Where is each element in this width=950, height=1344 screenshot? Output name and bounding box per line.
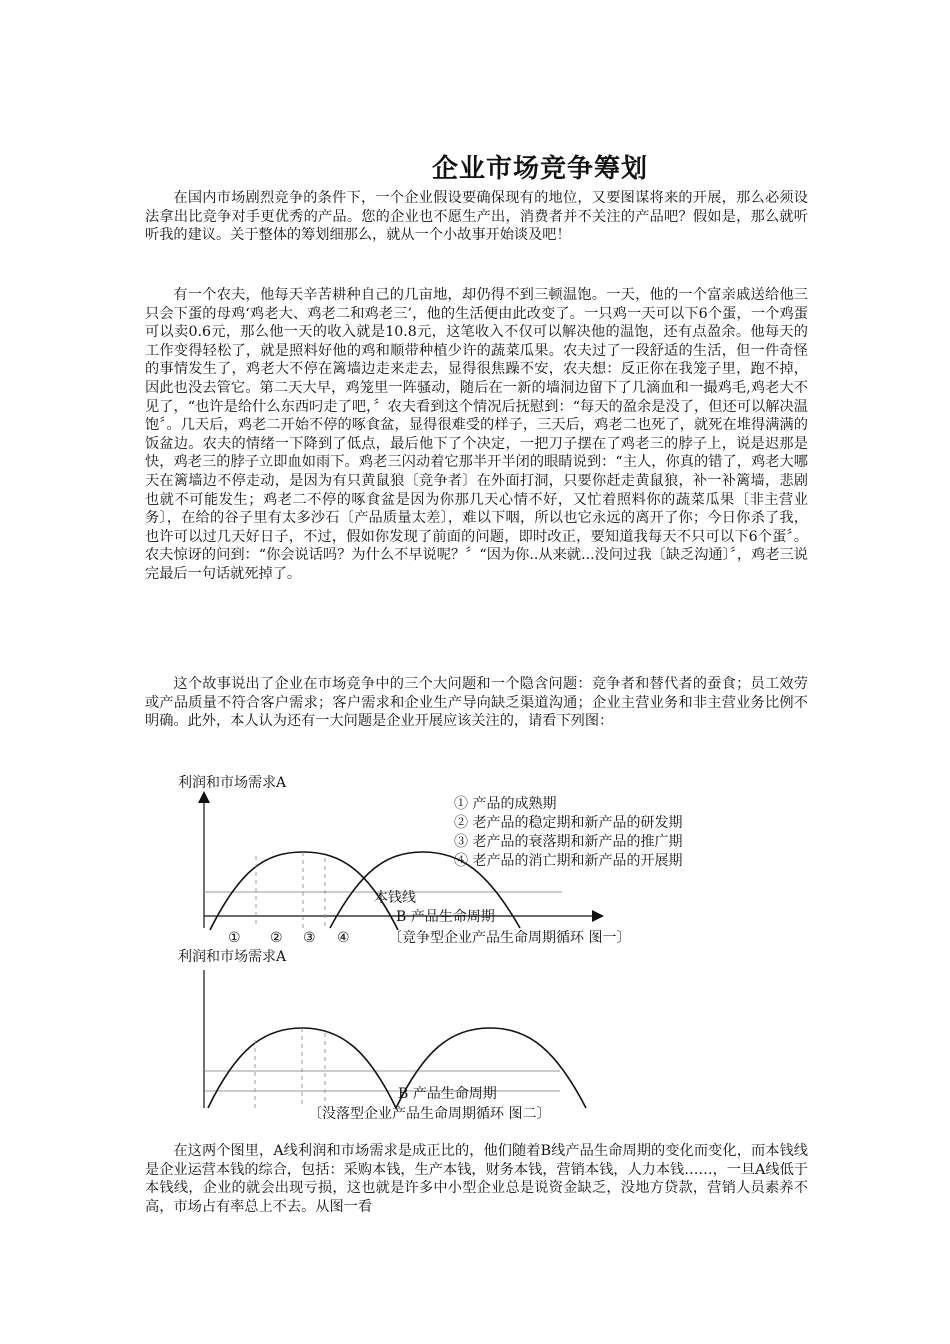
fig1-legend-1: ① 产品的成熟期 (454, 796, 557, 812)
fig2-caption: 〔没落型企业产品生命周期循环 图二〕 (308, 1106, 551, 1122)
fig1-old-product-curve (210, 852, 398, 930)
story-paragraph: 有一个农夫，他每天辛苦耕种自己的几亩地，却仍得不到三顿温饱。一天，他的一个富亲戚送给他三只会下蛋的母鸡‘鸡老大、鸡老二和鸡老三’，他的生活便由此改变了。一只鸡一天可以下6个蛋，一个鸡蛋可以卖0.6元，那么他一天的收入就是10.8元，这笔收入不仅可以解决他的温饱，还有点盈余。他每天的工作变得轻松了，就是照料好他的鸡和顺带种植少许的蔬菜瓜果。农夫过了一段舒适的生活，但一件奇怪的事情发生了，鸡老大不停在篱墙边走来走去，显得很焦躁不安，农夫想：反正你在我笼子里，跑不掉，因此也没去管它。第二天大早，鸡笼里一阵骚动，随后在一新的墙洞边留下了几滴血和一撮鸡毛,鸡老大不见了，“也许是给什么东西叼走了吧，〞农夫看到这个情况后抚慰到：“每天的盈余是没了，但还可以解决温饱〞。几天后，鸡老二开始不停的啄食盆，显得很难受的样子，三天后，鸡老二也死了，就死在堆得满满的饭盆边。农夫的情绪一下降到了低点，最后他下了个决定，一把刀子摆在了鸡老三的脖子上，说是迟那是快，鸡老三的脖子立即血如雨下。鸡老三闪动着它那半开半闭的眼睛说到：“主人，你真的错了，鸡老大哪天在篱墙边不停走动，是因为有只黄鼠狼〔竞争者〕在外面打洞，只要你赶走黄鼠狼，补一补篱墙，悲剧也就不可能发生；鸡老二不停的啄食盆是因为你那几天心情不好，又忙着照料你的蔬菜瓜果〔非主营业务〕，在给的谷子里有太多沙石〔产品质量太差〕，难以下咽，所以也它永远的离开了你；今日你杀了我，也许可以过几天好日子，不过，假如你发现了前面的问题，即时改正，要知道我每天不只可以下6个蛋〞。农夫惊讶的问到：“你会说话吗？为什么不早说呢？〞“因为你..从来就...没问过我〔缺乏沟通〕〞，鸡老三说完最后一句话就死掉了。 (145, 287, 808, 582)
fig2-product-curve (208, 1028, 586, 1108)
fig1-phase-mark: ② (270, 930, 283, 946)
fig1-phase-mark: ③ (303, 930, 316, 946)
fig1-y-axis-label: 利润和市场需求A (178, 775, 287, 791)
fig1-x-axis-label: B 产品生命周期 (396, 909, 495, 925)
fig1-phase-mark: ① (228, 930, 241, 946)
conclusion-paragraph: 在这两个图里，A线利润和市场需求是成正比的，他们随着B线产品生命周期的变化而变化，而本钱线是企业运营本钱的综合，包括：采购本钱，生产本钱，财务本钱，营销本钱，人力本钱……，一旦A线低于本钱线，企业的就会出现亏损，这也就是许多中小型企业总是说资金缺乏，没地方贷款，营销人员素养不高，市场占有率总上不去。从图一看 (145, 1143, 808, 1215)
fig1-legend-3: ③ 老产品的衰落期和新产品的推广期 (454, 834, 683, 850)
figure-2 (178, 948, 586, 1122)
fig1-cost-line-label: 本钱线 (374, 890, 416, 906)
fig2-y-axis-label: 利润和市场需求A (178, 949, 287, 965)
fig1-legend-2: ② 老产品的稳定期和新产品的研发期 (454, 815, 683, 831)
page-title: 企业市场竞争筹划 (431, 154, 648, 184)
intro-paragraph: 在国内市场剧烈竞争的条件下，一个企业假设要确保现有的地位，又要图谋将来的开展，那么必须设法拿出比竞争对手更优秀的产品。您的企业也不愿生产出，消费者并不关注的产品吧？假如是，那么就听听我的建议。关于整体的筹划细那么，就从一个小故事开始谈及吧！ (145, 190, 808, 244)
fig1-caption: 〔竞争型企业产品生命周期循环 图一〕 (388, 930, 631, 946)
fig1-legend-4: ④ 老产品的消亡期和新产品的开展期 (454, 853, 683, 869)
fig2-x-axis-label: B 产品生命周期 (398, 1086, 497, 1102)
figure-1 (178, 774, 682, 946)
fig1-phase-mark: ④ (337, 930, 350, 946)
analysis-paragraph: 这个故事说出了企业在市场竞争中的三个大问题和一个隐含问题：竞争者和替代者的蚕食；员工效劳或产品质量不符合客户需求；客户需求和企业生产导向缺乏渠道沟通；企业主营业务和非主营业务比例不明确。此外，本人认为还有一大问题是企业开展应该关注的，请看下列图： (145, 676, 808, 730)
